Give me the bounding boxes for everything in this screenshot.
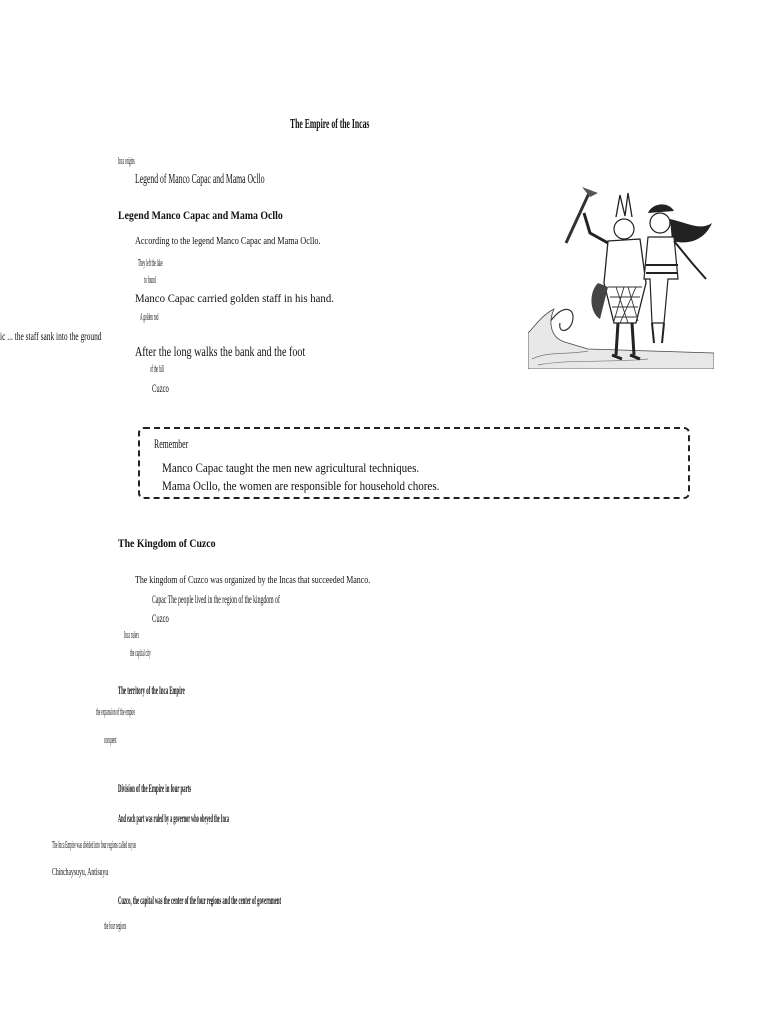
legend-heading: Legend Manco Capac and Mama Ocllo	[118, 208, 283, 222]
division-subheading: And each part was ruled by a governor who obeyed the Inca	[118, 811, 229, 825]
intro-line-1: Legend of Manco Capac and Mama Ocllo	[135, 172, 265, 187]
expansion-smudge-2: conquest	[104, 734, 117, 746]
division-heading: Division of the Empire in four parts	[118, 781, 192, 795]
division-smudge-3: the four regions	[104, 920, 127, 932]
legend-smudge-2: to found	[144, 274, 156, 286]
legend-line-1: According to the legend Manco Capac and Mama Ocllo.	[135, 236, 321, 247]
reminder-title: Remember	[154, 436, 189, 451]
legend-overflow-line: ic ... the staff sank into the ground	[0, 329, 102, 343]
expansion-smudge-1: the expansion of the empire	[96, 706, 136, 718]
legend-line-2: Manco Capac carried golden staff in his hand.	[135, 291, 334, 305]
kingdom-line-2: Capac The people lived in the region of the kingdom of	[152, 592, 280, 606]
kingdom-smudge-1: Inca rulers	[124, 629, 139, 641]
division-smudge-1: The Inca Empire was divided into four regions called suyus	[52, 839, 136, 851]
kingdom-heading: The Kingdom of Cuzco	[118, 536, 216, 550]
expansion-heading: The territory of the Inca Empire	[118, 683, 185, 697]
intro-smudge-1: Inca origins	[118, 155, 135, 167]
legend-smudge-1: They left the lake	[138, 257, 163, 269]
reminder-box	[138, 427, 690, 499]
legend-line-4: Cuzco	[152, 381, 169, 395]
reminder-line-1: Manco Capac taught the men new agricultural techniques.	[162, 460, 420, 475]
kingdom-line-1: The kingdom of Cuzco was organized by the Incas that succeeded Manco.	[135, 574, 371, 586]
page-title: The Empire of the Incas	[290, 117, 370, 132]
legend-smudge-3: A golden rod	[140, 311, 159, 323]
division-smudge-2: Chinchaysuyu, Antisuyu	[52, 866, 109, 878]
reminder-line-2: Mama Ocllo, the women are responsible for household chores.	[162, 478, 440, 493]
legend-line-3: After the long walks the bank and the foot	[135, 345, 306, 360]
legend-smudge-4: of the hill	[150, 363, 164, 375]
kingdom-line-3: Cuzco	[152, 611, 169, 625]
division-subheading-2: Cuzco, the capital was the center of the four regions and the center of government	[118, 893, 282, 907]
kingdom-smudge-2: the capital city	[130, 647, 151, 659]
manco-capac-mama-ocllo-illustration	[528, 183, 714, 369]
